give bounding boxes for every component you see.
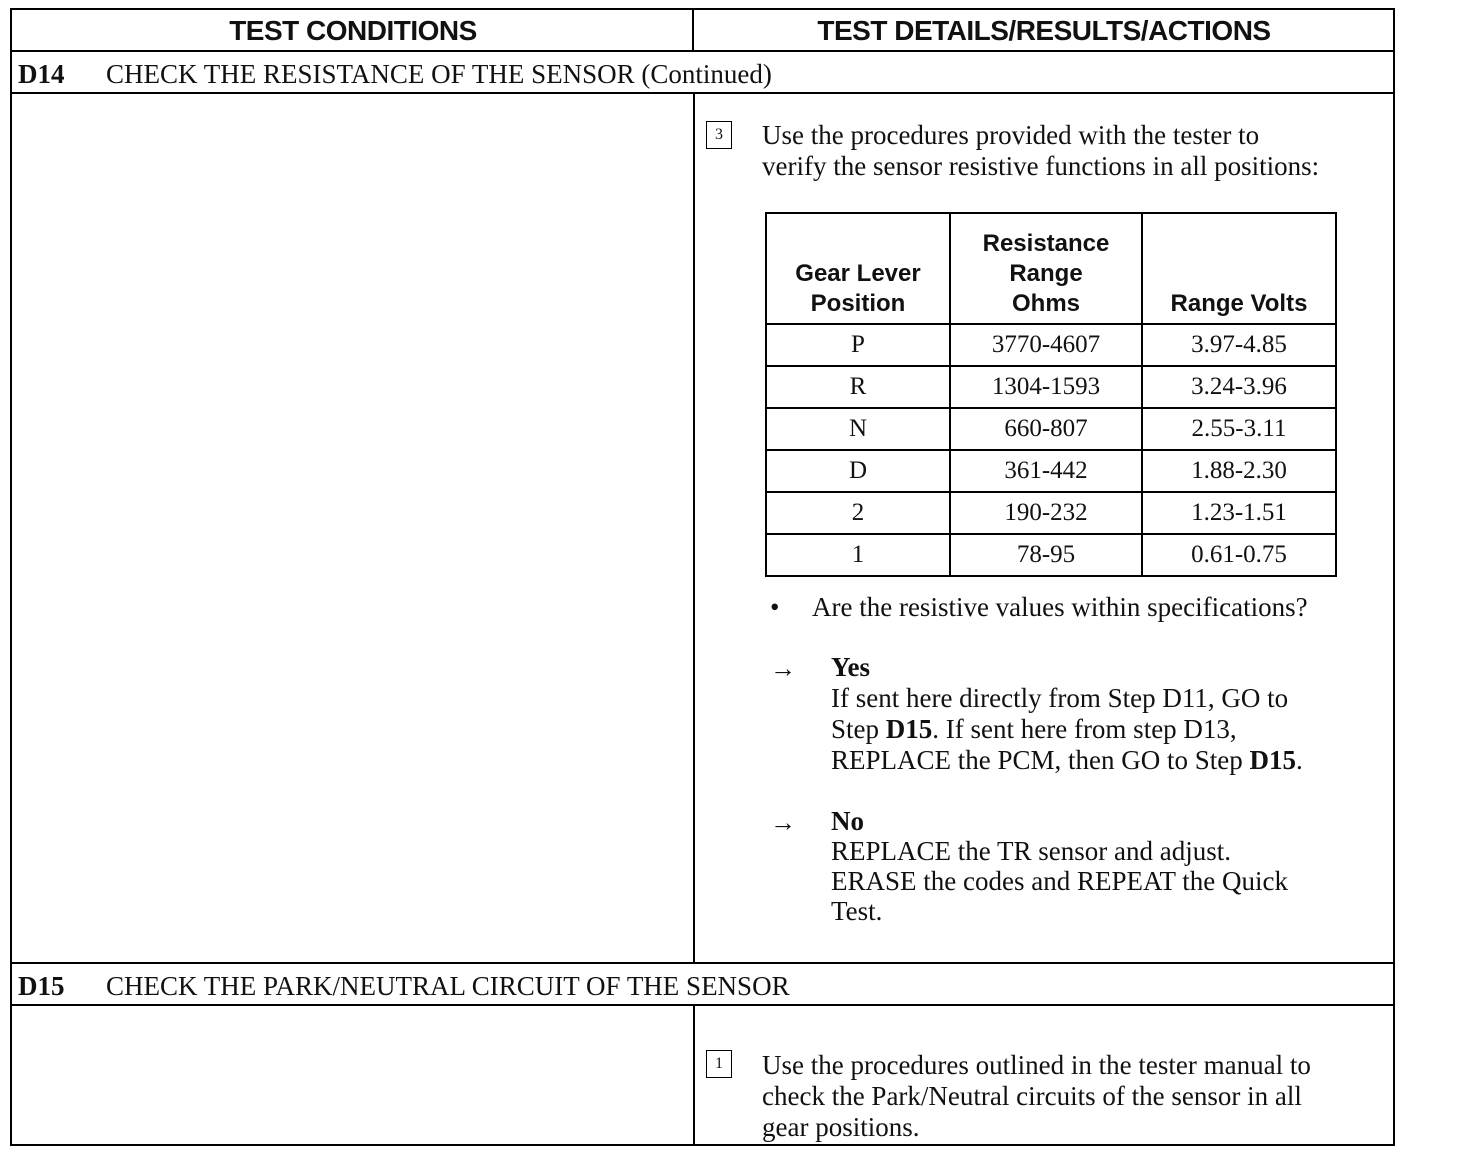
d14-question: Are the resistive values within specifications? (812, 592, 1308, 622)
d14-step-number: 3 (706, 121, 732, 149)
yes-line3-c: . (1296, 745, 1303, 775)
resistance-table-header (766, 213, 1336, 324)
volts-cell: 0.61-0.75 (1142, 534, 1336, 576)
no-line3: Test. (831, 896, 883, 926)
d14-instruction-line1: Use the procedures provided with the tester to (762, 120, 1260, 150)
yes-line3-step: D15 (1249, 745, 1297, 775)
d15-step-number: 1 (706, 1050, 732, 1078)
table-row (766, 366, 1336, 408)
resistance-cell: 3770-4607 (950, 324, 1142, 366)
d15-line2: check the Park/Neutral circuits of the sensor in all (762, 1081, 1302, 1111)
col2-line2: Range (1009, 260, 1083, 287)
volts-cell: 3.24-3.96 (1142, 366, 1336, 408)
yes-line3 (831, 745, 1303, 776)
section-d14-text: CHECK THE RESISTANCE OF THE SENSOR (Continued) (106, 58, 772, 89)
resistance-cell: 1304-1593 (950, 366, 1142, 408)
table-row (766, 450, 1336, 492)
volts-cell: 3.97-4.85 (1142, 324, 1336, 366)
section-d15-title (18, 966, 790, 1006)
section-d14-title (18, 54, 772, 94)
no-branch (831, 806, 1288, 926)
yes-line2-c: . If sent here from step D13, (932, 714, 1237, 744)
resistance-cell: 660-807 (950, 408, 1142, 450)
d14-divider (12, 92, 1393, 94)
column-gear-lever-position (766, 213, 950, 324)
d15-line3: gear positions. (762, 1112, 920, 1142)
table-row (766, 492, 1336, 534)
volts-cell: 2.55-3.11 (1142, 408, 1336, 450)
section-d14-code: D14 (18, 58, 65, 89)
column-resistance-range (950, 213, 1142, 324)
yes-line2-step: D15 (885, 714, 933, 744)
section-d15-text: CHECK THE PARK/NEUTRAL CIRCUIT OF THE SENSOR (106, 970, 790, 1001)
col2-line1: Resistance (982, 230, 1110, 257)
arrow-right-icon: → (770, 808, 796, 837)
header-test-details: TEST DETAILS/RESULTS/ACTIONS (817, 15, 1271, 46)
no-line1: REPLACE the TR sensor and adjust. (831, 836, 1231, 866)
arrow-right-icon: → (770, 654, 796, 683)
section-d15-code: D15 (18, 970, 65, 1001)
yes-line1: If sent here directly from Step D11, GO to (831, 683, 1289, 713)
gear-position-cell: D (766, 450, 950, 492)
column-divider-d15 (693, 1004, 695, 1146)
column-divider-header (692, 10, 694, 52)
yes-line2 (831, 714, 1303, 745)
yes-label: Yes (831, 652, 870, 682)
table-row (766, 534, 1336, 576)
gear-position-cell: 2 (766, 492, 950, 534)
d14-instruction (762, 120, 1319, 182)
resistance-table (765, 212, 1337, 577)
resistance-cell: 361-442 (950, 450, 1142, 492)
gear-position-cell: N (766, 408, 950, 450)
volts-cell: 1.88-2.30 (1142, 450, 1336, 492)
d14-instruction-line2: verify the sensor resistive functions in all positions: (762, 151, 1320, 181)
col1-line1: Gear Lever (795, 260, 921, 287)
volts-cell: 1.23-1.51 (1142, 492, 1336, 534)
resistance-cell: 78-95 (950, 534, 1142, 576)
resistance-cell: 190-232 (950, 492, 1142, 534)
d15-top-divider (12, 962, 1393, 964)
d15-bottom-divider (12, 1004, 1393, 1006)
d15-instruction (762, 1050, 1311, 1143)
column-range-volts (1142, 213, 1336, 324)
yes-line3-a: REPLACE the PCM, then GO to Step (831, 745, 1250, 775)
col2-line3: Ohms (1011, 290, 1080, 317)
header-divider (12, 50, 1393, 52)
yes-line2-a: Step (831, 714, 886, 744)
d15-line1: Use the procedures outlined in the tester manual to (762, 1050, 1311, 1080)
gear-position-cell: R (766, 366, 950, 408)
gear-position-cell: P (766, 324, 950, 366)
header-test-conditions: TEST CONDITIONS (229, 15, 477, 46)
no-label: No (831, 806, 864, 836)
col3-line1: Range Volts (1170, 290, 1308, 317)
gear-position-cell: 1 (766, 534, 950, 576)
table-row (766, 408, 1336, 450)
bullet-icon: • (770, 592, 780, 622)
no-line2: ERASE the codes and REPEAT the Quick (831, 866, 1288, 896)
column-divider-d14 (693, 92, 695, 964)
col1-line2: Position (810, 290, 906, 317)
yes-branch (831, 652, 1303, 776)
table-row (766, 324, 1336, 366)
